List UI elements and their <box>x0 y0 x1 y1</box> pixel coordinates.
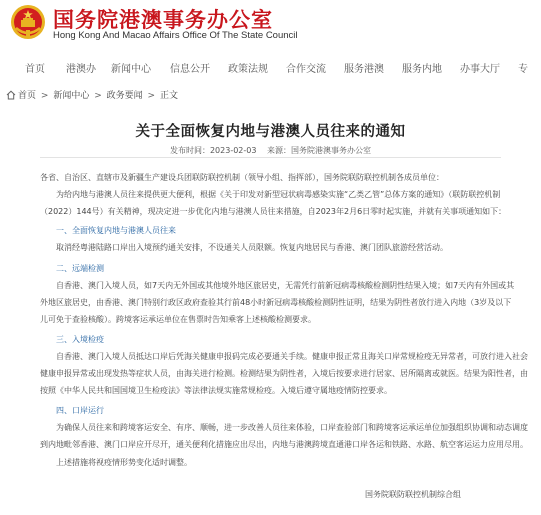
nav-item-service-hall[interactable]: 办事大厅 <box>460 64 500 75</box>
nav-item-serve-mainland[interactable]: 服务内地 <box>402 64 442 75</box>
site-header <box>0 0 541 50</box>
paragraph-line: 到内地毗邻香港、澳门口岸应开尽开，通关便利化措施应出尽出，内地与港澳跨境直通港口岸各运和铁路、水路、航空客运运力应用尽用。 <box>40 440 528 449</box>
section-heading: 一、全面恢复内地与港澳人员往来 <box>56 226 176 235</box>
title-divider <box>40 157 501 158</box>
main-nav <box>0 60 541 76</box>
nav-item-cooperation[interactable]: 合作交流 <box>286 64 326 75</box>
breadcrumb <box>6 88 180 101</box>
nav-item-news-center[interactable]: 新闻中心 <box>111 64 151 75</box>
paragraph-line: 自香港、澳门入境人员，如7天内无外国或其他境外地区旅居史，无需凭行前新冠病毒核酸检测阴性结果入境；如7天内有外国或其 <box>56 281 515 290</box>
paragraph-line: 上述措施将视疫情形势变化适时调整。 <box>56 458 192 467</box>
breadcrumb-current: 正文 <box>159 91 178 101</box>
breadcrumb-gov-news[interactable]: 政务要闻 <box>106 91 143 101</box>
section-heading: 三、入境检疫 <box>56 335 104 344</box>
breadcrumb-news-center[interactable]: 新闻中心 <box>53 91 90 101</box>
article-source: 来源：国务院港澳事务办公室 <box>267 146 372 155</box>
section-heading: 二、远端检测 <box>56 264 104 273</box>
nav-item-hkmao-office[interactable]: 港澳办 <box>66 64 96 75</box>
section-heading: 四、口岸运行 <box>56 406 104 415</box>
breadcrumb-separator: > <box>40 91 49 101</box>
breadcrumb-separator: > <box>94 91 102 101</box>
national-emblem-icon[interactable] <box>10 4 46 40</box>
paragraph-line: 自香港、澳门入境人员抵达口岸后凭海关健康申报码完成必要通关手续。健康申报正常且海关口岸常规检疫无异常者，可放行进入社会 <box>56 352 528 361</box>
paragraph-line: （2022）144号）有关精神，现决定进一步优化内地与港澳人员往来措施，自2023年2月6日零时起实施，并就有关事项通知如下： <box>40 207 507 216</box>
article-title: 关于全面恢复内地与港澳人员往来的通知 <box>135 124 406 140</box>
breadcrumb-home[interactable]: 首页 <box>18 91 37 101</box>
nav-item-policies[interactable]: 政策法规 <box>228 64 268 75</box>
nav-item-serve-hkmao[interactable]: 服务港澳 <box>344 64 384 75</box>
nav-item-truncated[interactable]: 专 <box>518 64 528 75</box>
org-name-en: Hong Kong And Macao Affairs Office Of The State Council <box>53 30 298 41</box>
signature: 国务院联防联控机制综合组 <box>365 490 461 499</box>
paragraph-line: 为确保人员往来和跨境客运安全、有序、顺畅，进一步改善人员往来体验，口岸查验部门和跨境客运承运单位加强组织协调和动态调度 <box>56 423 528 432</box>
publish-date: 发布时间：2023-02-03 <box>169 146 257 155</box>
paragraph-line: 按照《中华人民共和国国境卫生检疫法》等法律法规实施常规检疫。入境后遵守属地疫情防控要求。 <box>40 386 392 395</box>
org-name-cn[interactable]: 国务院港澳事务办公室 <box>53 8 273 32</box>
paragraph-line: 取消经粤港陆路口岸出入境预约通关安排，不设通关人员限额。恢复内地居民与香港、澳门团队旅游经营活动。 <box>56 243 448 252</box>
nav-item-home[interactable]: 首页 <box>25 64 45 75</box>
paragraph-line: 为给内地与港澳人员往来提供更大便利，根据《关于印发对新型冠状病毒感染实施“乙类乙管”总体方案的通知》（联防联控机制 <box>56 190 501 199</box>
paragraph-line: 各省、自治区、直辖市及新疆生产建设兵团联防联控机制（领导小组、指挥部），国务院联防联控机制各成员单位： <box>40 173 444 182</box>
paragraph-line: 儿可免于查验核酸）。跨境客运承运单位在售票时告知乘客上述核酸检测要求。 <box>40 315 316 324</box>
article-meta <box>0 145 541 156</box>
paragraph-line: 健康申报异常或出现发热等症状人员，由海关进行检测。检测结果为阴性者，入境后按要求进行居家、居所隔离或就医。结果为阳性者，由 <box>40 369 528 378</box>
breadcrumb-separator: > <box>147 91 156 101</box>
nav-item-info-disclosure[interactable]: 信息公开 <box>170 64 210 75</box>
paragraph-line: 外地区旅居史，由香港、澳门特别行政区政府查验其行前48小时新冠病毒核酸检测阴性证明，结果为阴性者放行进入内地（3岁及以下 <box>40 298 512 307</box>
home-icon <box>6 90 16 100</box>
